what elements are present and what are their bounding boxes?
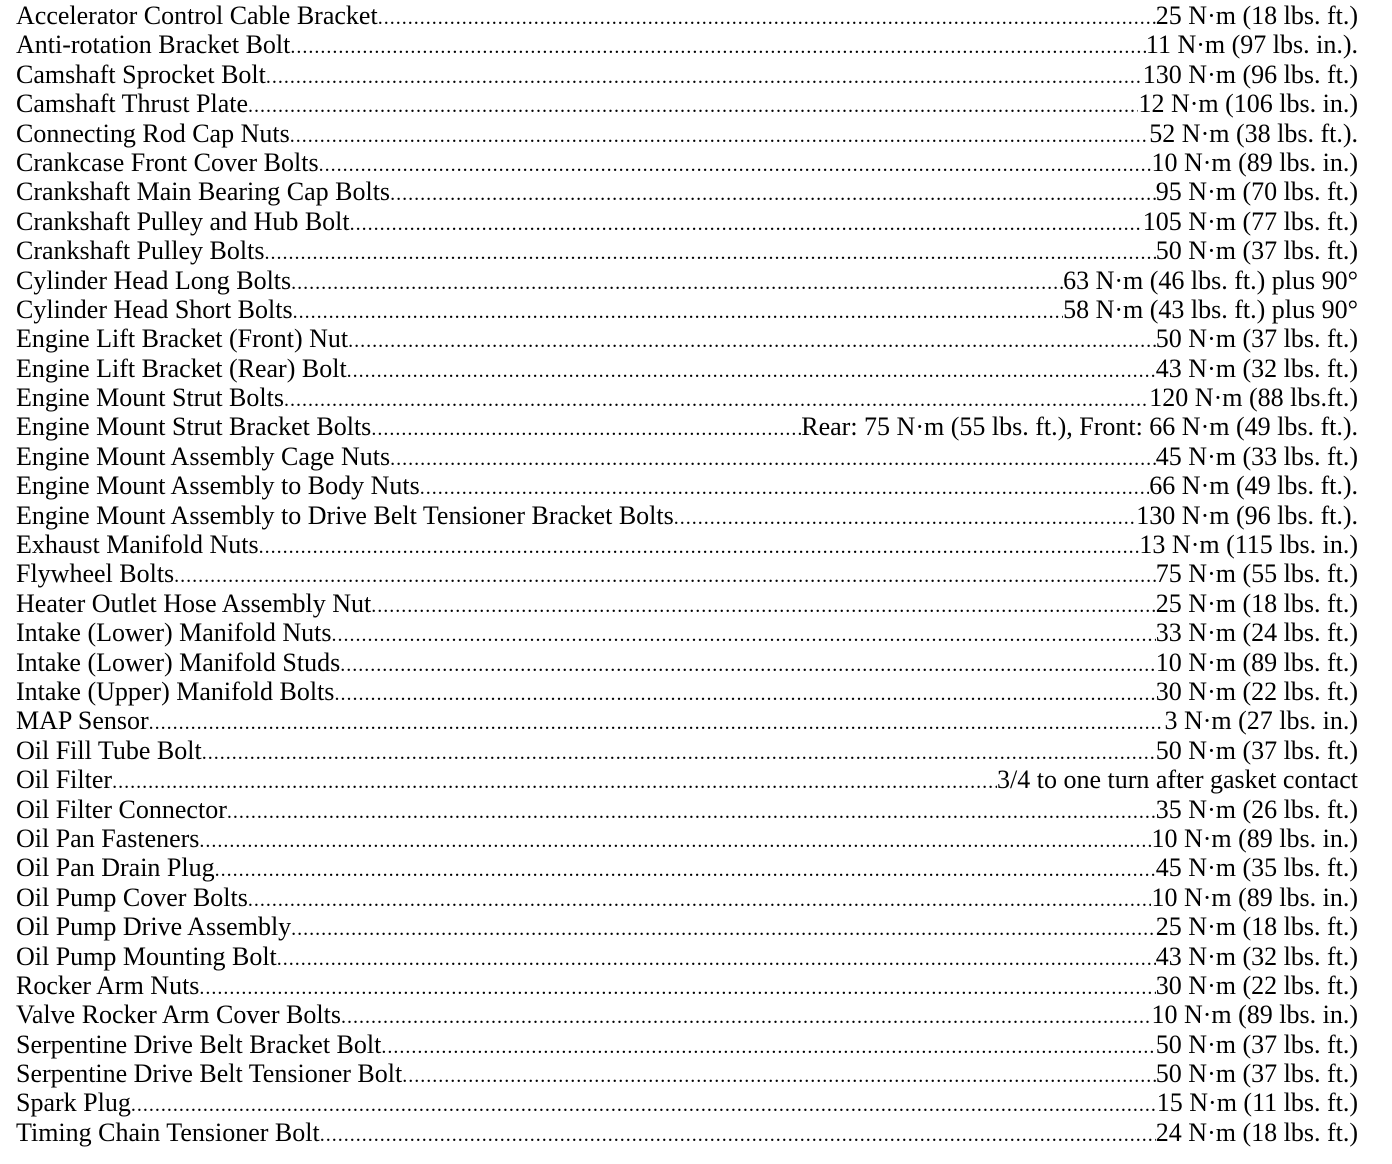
spec-name: Valve Rocker Arm Cover Bolts — [16, 1000, 341, 1030]
spec-value: 35 N·m (26 lbs. ft.) — [1155, 794, 1358, 824]
dot-leader — [381, 1033, 1155, 1059]
spec-row — [16, 207, 1358, 236]
spec-name: Oil Filter — [16, 765, 113, 795]
dot-leader — [350, 210, 1143, 236]
spec-value: 50 N·m (37 lbs. ft.) — [1155, 324, 1358, 354]
spec-row — [16, 1059, 1358, 1088]
spec-value: 10 N·m (89 lbs. in.) — [1151, 882, 1358, 912]
spec-row — [16, 677, 1358, 706]
dot-leader — [348, 327, 1156, 353]
dot-leader — [149, 709, 1165, 735]
dot-leader — [319, 151, 1152, 177]
spec-row — [16, 589, 1358, 618]
spec-name: Cylinder Head Long Bolts — [16, 265, 292, 295]
spec-name: Intake (Lower) Manifold Studs — [16, 647, 341, 677]
spec-row — [16, 883, 1358, 912]
spec-row — [16, 1088, 1358, 1117]
spec-value: 25 N·m (18 lbs. ft.) — [1155, 1, 1358, 30]
spec-value: 10 N·m (89 lbs. in.) — [1151, 147, 1358, 177]
spec-value: 58 N·m (43 lbs. ft.) plus 90° — [1063, 294, 1358, 324]
spec-name: Anti-rotation Bracket Bolt — [16, 30, 291, 60]
spec-value: 33 N·m (24 lbs. ft.) — [1155, 618, 1358, 648]
spec-value: 105 N·m (77 lbs. ft.) — [1142, 206, 1358, 236]
spec-value: 43 N·m (32 lbs. ft.) — [1155, 353, 1358, 383]
spec-value: 15 N·m (11 lbs. ft.) — [1156, 1088, 1358, 1118]
spec-value: 25 N·m (18 lbs. ft.) — [1155, 588, 1358, 618]
dot-leader — [420, 474, 1150, 500]
spec-row — [16, 1, 1358, 30]
spec-name: Intake (Upper) Manifold Bolts — [16, 676, 335, 706]
spec-value: 50 N·m (37 lbs. ft.) — [1155, 735, 1358, 765]
spec-name: Exhaust Manifold Nuts — [16, 530, 259, 560]
dot-leader — [290, 33, 1146, 59]
spec-name: Camshaft Sprocket Bolt — [16, 59, 266, 89]
spec-name: Engine Mount Assembly Cage Nuts — [16, 441, 391, 471]
spec-value: 13 N·m (115 lbs. in.) — [1139, 530, 1358, 560]
spec-value: 24 N·m (18 lbs. ft.) — [1155, 1117, 1358, 1147]
spec-value: 50 N·m (37 lbs. ft.) — [1155, 1029, 1358, 1059]
spec-name: Engine Lift Bracket (Rear) Bolt — [16, 353, 347, 383]
spec-name: Engine Mount Strut Bolts — [16, 383, 284, 413]
spec-row — [16, 383, 1358, 412]
dot-leader — [293, 298, 1063, 324]
dot-leader — [334, 680, 1155, 706]
dot-leader — [248, 886, 1152, 912]
spec-value: 120 N·m (88 lbs.ft.) — [1149, 383, 1358, 413]
spec-value: 12 N·m (106 lbs. in.) — [1138, 89, 1358, 119]
dot-leader — [341, 1003, 1152, 1029]
spec-name: Serpentine Drive Belt Tensioner Bolt — [16, 1059, 403, 1089]
spec-value: 50 N·m (37 lbs. ft.) — [1155, 236, 1358, 266]
spec-row — [16, 795, 1358, 824]
spec-name: Oil Filter Connector — [16, 794, 227, 824]
torque-spec-list — [16, 1, 1358, 1147]
spec-name: Rocker Arm Nuts — [16, 970, 200, 1000]
spec-name: Connecting Rod Cap Nuts — [16, 118, 290, 148]
dot-leader — [390, 180, 1156, 206]
spec-row — [16, 177, 1358, 206]
spec-value: 3/4 to one turn after gasket contact — [997, 765, 1358, 795]
spec-value: 75 N·m (55 lbs. ft.) — [1155, 559, 1358, 589]
spec-value: 10 N·m (89 lbs. in.) — [1151, 823, 1358, 853]
dot-leader — [674, 504, 1137, 530]
spec-name: Flywheel Bolts — [16, 559, 175, 589]
spec-value: 30 N·m (22 lbs. ft.) — [1155, 676, 1358, 706]
spec-row — [16, 912, 1358, 941]
dot-leader — [131, 1091, 1157, 1117]
spec-name: Oil Pump Drive Assembly — [16, 912, 292, 942]
spec-name: Oil Pump Mounting Bolt — [16, 941, 277, 971]
spec-row — [16, 471, 1358, 500]
dot-leader — [371, 592, 1156, 618]
dot-leader — [227, 798, 1156, 824]
dot-leader — [371, 415, 801, 441]
dot-leader — [215, 856, 1156, 882]
spec-value: 45 N·m (33 lbs. ft.) — [1155, 441, 1358, 471]
spec-value: 50 N·m (37 lbs. ft.) — [1155, 1059, 1358, 1089]
spec-row — [16, 501, 1358, 530]
spec-row — [16, 706, 1358, 735]
spec-value: 52 N·m (38 lbs. ft.). — [1149, 118, 1358, 148]
spec-row — [16, 942, 1358, 971]
spec-row — [16, 354, 1358, 383]
spec-row — [16, 530, 1358, 559]
dot-leader — [112, 768, 997, 794]
spec-name: Engine Mount Strut Bracket Bolts — [16, 412, 372, 442]
dot-leader — [390, 445, 1156, 471]
spec-name: Crankshaft Pulley and Hub Bolt — [16, 206, 350, 236]
spec-name: Crankshaft Pulley Bolts — [16, 236, 265, 266]
spec-row — [16, 618, 1358, 647]
spec-name: Cylinder Head Short Bolts — [16, 294, 293, 324]
spec-value: 130 N·m (96 lbs. ft.) — [1142, 59, 1358, 89]
spec-name: Heater Outlet Hose Assembly Nut — [16, 588, 372, 618]
dot-leader — [277, 945, 1156, 971]
spec-row — [16, 1118, 1358, 1147]
dot-leader — [199, 974, 1155, 1000]
spec-row — [16, 324, 1358, 353]
spec-name: Engine Mount Assembly to Body Nuts — [16, 471, 420, 501]
spec-value: Rear: 75 N·m (55 lbs. ft.), Front: 66 N·m (49 lbs. ft.). — [801, 412, 1358, 442]
spec-name: Oil Pan Fasteners — [16, 823, 200, 853]
dot-leader — [199, 827, 1151, 853]
spec-value: 130 N·m (96 lbs. ft.). — [1136, 500, 1358, 530]
spec-name: Engine Mount Assembly to Drive Belt Tensioner Bracket Bolts — [16, 500, 674, 530]
dot-leader — [347, 357, 1156, 383]
dot-leader — [402, 1062, 1156, 1088]
dot-leader — [378, 4, 1156, 30]
spec-value: 45 N·m (35 lbs. ft.) — [1155, 853, 1358, 883]
spec-name: Serpentine Drive Belt Bracket Bolt — [16, 1029, 382, 1059]
spec-name: Spark Plug — [16, 1088, 131, 1118]
dot-leader — [174, 562, 1156, 588]
spec-row — [16, 1000, 1358, 1029]
spec-name: Camshaft Thrust Plate — [16, 89, 249, 119]
spec-name: Oil Pump Cover Bolts — [16, 882, 248, 912]
spec-row — [16, 89, 1358, 118]
spec-row — [16, 824, 1358, 853]
spec-row — [16, 295, 1358, 324]
dot-leader — [266, 63, 1143, 89]
dot-leader — [202, 739, 1156, 765]
dot-leader — [291, 915, 1156, 941]
dot-leader — [284, 386, 1149, 412]
dot-leader — [291, 269, 1063, 295]
spec-row — [16, 736, 1358, 765]
spec-row — [16, 30, 1358, 59]
spec-name: Oil Pan Drain Plug — [16, 853, 215, 883]
spec-value: 95 N·m (70 lbs. ft.) — [1155, 177, 1358, 207]
spec-row — [16, 971, 1358, 1000]
dot-leader — [290, 122, 1150, 148]
spec-name: MAP Sensor — [16, 706, 149, 736]
spec-row — [16, 236, 1358, 265]
spec-row — [16, 1030, 1358, 1059]
dot-leader — [248, 92, 1138, 118]
spec-value: 30 N·m (22 lbs. ft.) — [1155, 970, 1358, 1000]
spec-row — [16, 853, 1358, 882]
dot-leader — [320, 1121, 1156, 1147]
spec-row — [16, 412, 1358, 441]
spec-name: Intake (Lower) Manifold Nuts — [16, 618, 332, 648]
spec-row — [16, 559, 1358, 588]
spec-name: Accelerator Control Cable Bracket — [16, 1, 378, 30]
dot-leader — [264, 239, 1155, 265]
dot-leader — [332, 621, 1156, 647]
spec-name: Engine Lift Bracket (Front) Nut — [16, 324, 349, 354]
spec-value: 25 N·m (18 lbs. ft.) — [1155, 912, 1358, 942]
spec-name: Oil Fill Tube Bolt — [16, 735, 202, 765]
spec-name: Timing Chain Tensioner Bolt — [16, 1117, 320, 1147]
spec-row — [16, 119, 1358, 148]
dot-leader — [340, 651, 1156, 677]
spec-value: 3 N·m (27 lbs. in.) — [1164, 706, 1358, 736]
spec-row — [16, 148, 1358, 177]
spec-name: Crankshaft Main Bearing Cap Bolts — [16, 177, 391, 207]
spec-value: 63 N·m (46 lbs. ft.) plus 90° — [1063, 265, 1358, 295]
spec-value: 10 N·m (89 lbs. in.) — [1151, 1000, 1358, 1030]
spec-row — [16, 266, 1358, 295]
spec-row — [16, 60, 1358, 89]
spec-value: 43 N·m (32 lbs. ft.) — [1155, 941, 1358, 971]
spec-value: 11 N·m (97 lbs. in.). — [1145, 30, 1358, 60]
spec-value: 10 N·m (89 lbs. ft.) — [1155, 647, 1358, 677]
spec-value: 66 N·m (49 lbs. ft.). — [1149, 471, 1358, 501]
spec-row — [16, 648, 1358, 677]
dot-leader — [259, 533, 1140, 559]
spec-row — [16, 765, 1358, 794]
spec-name: Crankcase Front Cover Bolts — [16, 147, 319, 177]
spec-row — [16, 442, 1358, 471]
